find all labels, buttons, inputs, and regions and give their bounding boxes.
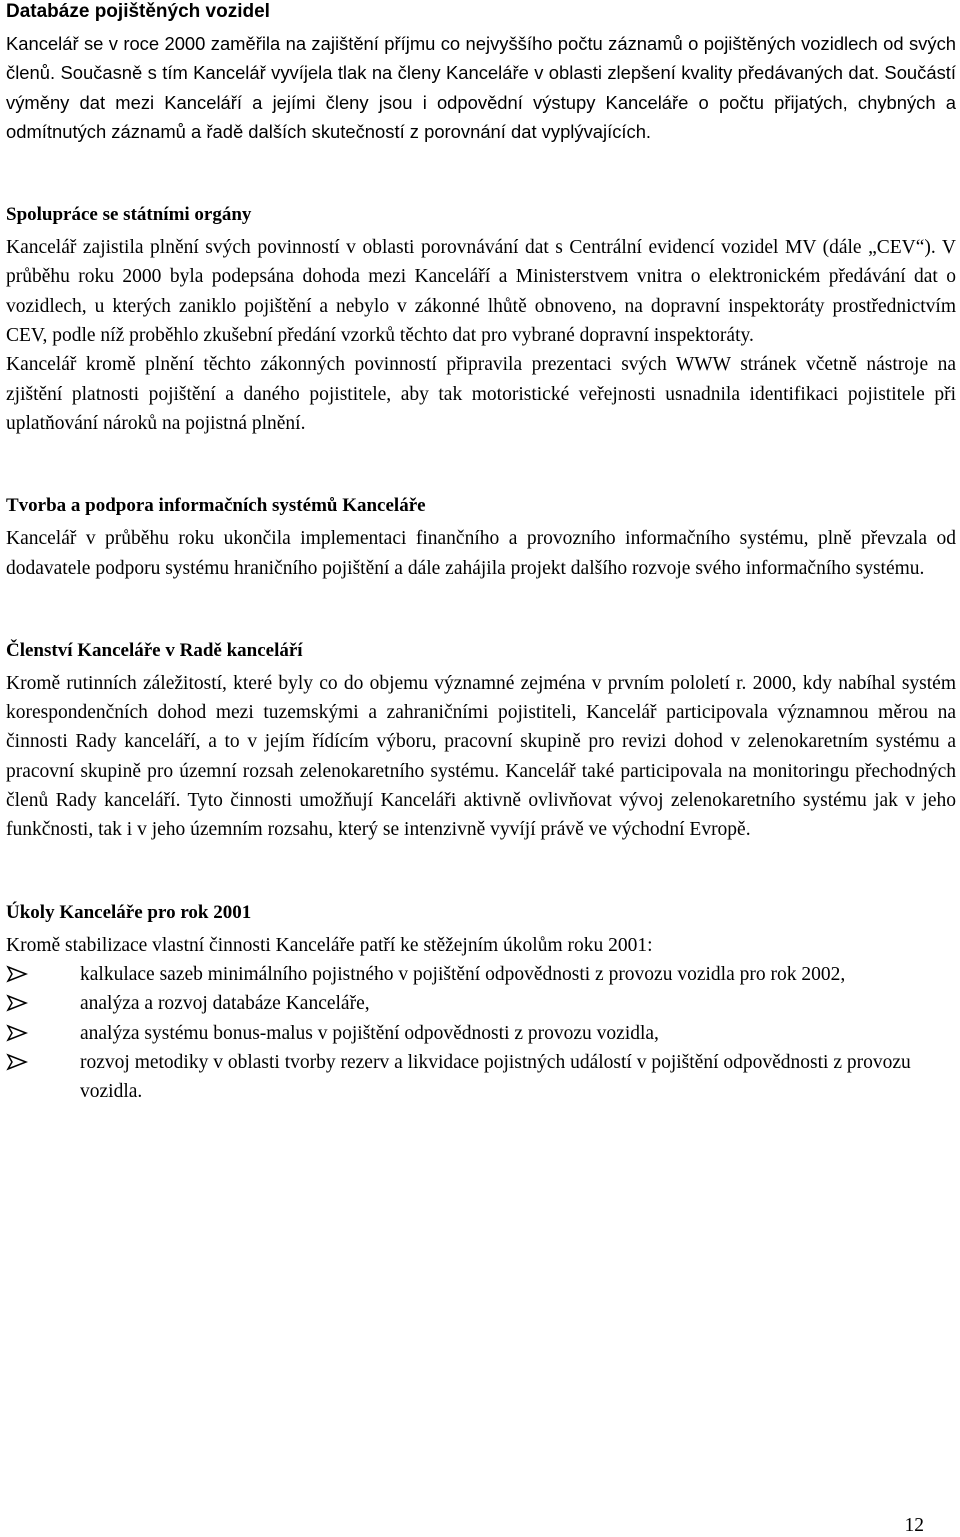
paragraph-spoluprace-2: Kancelář kromě plnění těchto zákonných povinností připravila prezentaci svých WWW stránek včetně nástroje na zjištění platnosti pojištění a daného pojistitele, aby tak motoristické veřejnosti usnadnila identifikaci pojistitele při uplatňování nároků na pojistná plnění. xyxy=(6,354,956,434)
list-item-text: rozvoj metodiky v oblasti tvorby rezerv a likvidace pojistných událostí v pojištění odpovědnosti z provozu vozidla. xyxy=(80,1051,911,1103)
paragraph-databaze: Kancelář se v roce 2000 zaměřila na zajištění příjmu co nejvyššího počtu záznamů o pojištěných vozidlech od svých členů. Současně s tím Kancelář vyvíjela tlak na členy Kanceláře v oblasti zlepšení kvality předávaných dat. Součástí výměny dat mezi Kanceláří a jejími členy jsou i odpovědní výstupy Kanceláře o počtu přijatých, chybných a odmítnutých záznamů a řadě dalších skutečností z porovnání dat vyplývajících. xyxy=(6,33,956,142)
list-item-text: analýza systému bonus-malus v pojištění odpovědnosti z provozu vozidla, xyxy=(80,1022,659,1044)
paragraph-tvorba: Kancelář v průběhu roku ukončila implementaci finančního a provozního informačního systému, plně převzala od dodavatele podporu systému hraničního pojištění a dále zahájila projekt dalšího rozvoje svého informačního systému. xyxy=(6,528,956,579)
section-title-clenstvi: Členství Kanceláře v Radě kanceláří xyxy=(6,639,303,661)
section-title-tvorba: Tvorba a podpora informačních systémů Kanceláře xyxy=(6,495,426,517)
task-list xyxy=(6,960,956,1106)
list-item-text: kalkulace sazeb minimálního pojistného v pojištění odpovědnosti z provozu vozidla pro rok 2002, xyxy=(80,963,846,985)
arrowhead-bullet-icon xyxy=(6,994,28,1012)
section-title-databaze: Databáze pojištěných vozidel xyxy=(6,1,270,22)
paragraph-ukoly-intro: Kromě stabilizace vlastní činnosti Kanceláře patří ke stěžejním úkolům roku 2001: xyxy=(6,934,653,956)
section-title-spoluprace: Spolupráce se státními orgány xyxy=(6,204,252,226)
list-item xyxy=(6,989,956,1018)
list-item xyxy=(6,960,956,989)
list-item xyxy=(6,1019,956,1048)
arrowhead-bullet-icon xyxy=(6,1024,28,1042)
list-item xyxy=(6,1048,956,1107)
list-item-text: analýza a rozvoj databáze Kanceláře, xyxy=(80,993,370,1015)
section-title-ukoly: Úkoly Kanceláře pro rok 2001 xyxy=(6,901,252,923)
arrowhead-bullet-icon xyxy=(6,965,28,983)
document-page xyxy=(6,0,956,1106)
arrowhead-bullet-icon xyxy=(6,1053,28,1071)
paragraph-clenstvi: Kromě rutinních záležitostí, které byly co do objemu významné zejména v prvním pololetí r. 2000, kdy nabíhal systém korespondenčních dohod mezi tuzemskými a zahraničními pojistiteli, Kancelář participovala významnou měrou na činnosti Rady kanceláří, a to v jejím řídícím výboru, pracovní skupině pro revizi dohod v zelenokaretním systému a pracovní skupině pro územní rozsah zelenokaretního systému. Kancelář také participovala na monitoringu přechodných členů Rady kanceláří. Tyto činnosti umožňují Kanceláři aktivně ovlivňovat vývoj zelenokaretního systému jak v jeho funkčnosti, tak i v jeho územním rozsahu, který se intenzivně vyvíjí právě ve východní Evropě. xyxy=(6,672,956,841)
page-number: 12 xyxy=(904,1515,924,1536)
paragraph-spoluprace-1: Kancelář zajistila plnění svých povinností v oblasti porovnávání dat s Centrální evidencí vozidel MV (dále „CEV“). V průběhu roku 2000 byla podepsána dohoda mezi Kanceláří a Ministerstvem vnitra o elektronickém předávání dat o vozidlech, u kterých zaniklo pojištění a nebylo v zákonné lhůtě obnoveno, na dopravní inspektoráty prostřednictvím CEV, podle níž proběhlo zkušební předání vzorků těchto dat pro vybrané dopravní inspektoráty. xyxy=(6,237,956,347)
